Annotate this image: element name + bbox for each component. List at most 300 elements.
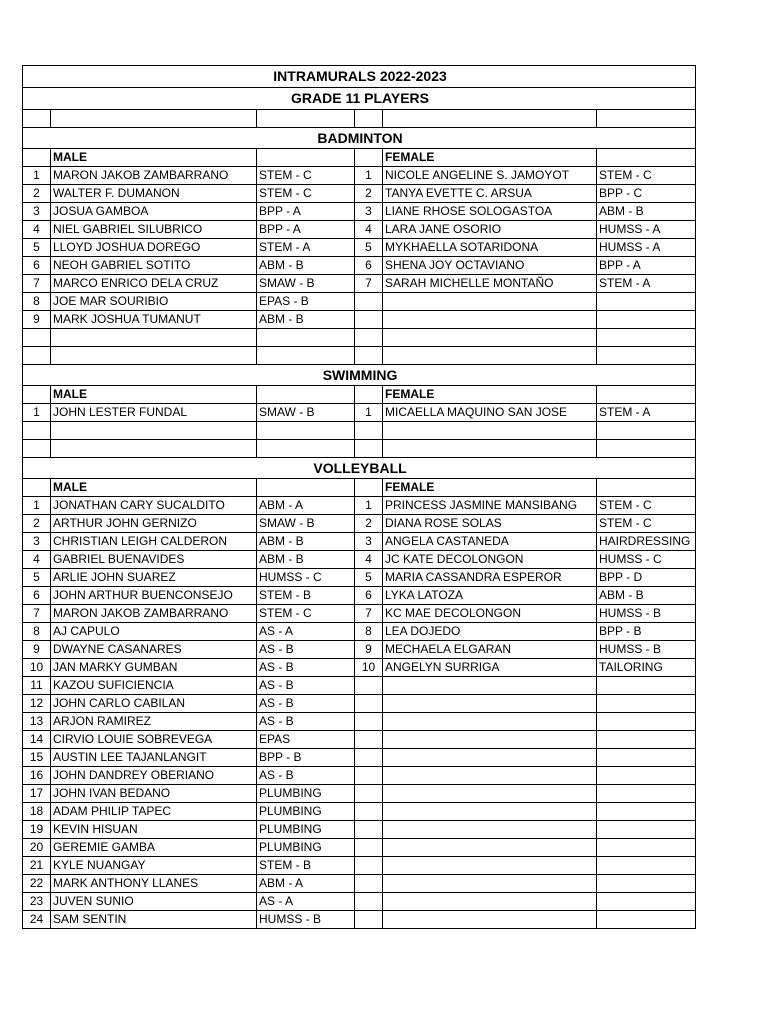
female-player-strand: HUMSS - B bbox=[597, 641, 696, 659]
male-player-strand: AS - A bbox=[257, 623, 355, 641]
male-player-strand: ABM - A bbox=[257, 875, 355, 893]
female-number: 5 bbox=[355, 569, 383, 587]
male-player-name: JUVEN SUNIO bbox=[51, 893, 257, 911]
female-player-name: TANYA EVETTE C. ARSUA bbox=[383, 185, 597, 203]
male-player-strand: STEM - A bbox=[257, 239, 355, 257]
female-number: 6 bbox=[355, 587, 383, 605]
male-player-strand: HUMSS - B bbox=[257, 911, 355, 929]
player-row bbox=[23, 404, 696, 422]
male-player-strand: STEM - B bbox=[257, 587, 355, 605]
female-player-name bbox=[383, 293, 597, 311]
male-player-strand: BPP - A bbox=[257, 203, 355, 221]
male-player-name: MARK ANTHONY LLANES bbox=[51, 875, 257, 893]
blank-cell bbox=[355, 440, 383, 458]
section-title: SWIMMING bbox=[23, 365, 696, 386]
male-player-name: AUSTIN LEE TAJANLANGIT bbox=[51, 749, 257, 767]
male-player-strand: PLUMBING bbox=[257, 839, 355, 857]
female-player-strand: STEM - C bbox=[597, 515, 696, 533]
male-player-name: ADAM PHILIP TAPEC bbox=[51, 803, 257, 821]
female-player-name: KC MAE DECOLONGON bbox=[383, 605, 597, 623]
female-player-strand bbox=[597, 857, 696, 875]
blank-cell bbox=[355, 479, 383, 497]
male-player-strand: HUMSS - C bbox=[257, 569, 355, 587]
female-player-strand: BPP - B bbox=[597, 623, 696, 641]
male-player-name: AJ CAPULO bbox=[51, 623, 257, 641]
blank-cell bbox=[383, 347, 597, 365]
male-number: 24 bbox=[23, 911, 51, 929]
female-player-strand bbox=[597, 767, 696, 785]
female-number bbox=[355, 695, 383, 713]
male-player-strand: PLUMBING bbox=[257, 821, 355, 839]
male-number: 5 bbox=[23, 239, 51, 257]
blank-cell bbox=[355, 422, 383, 440]
blank-cell bbox=[257, 347, 355, 365]
player-row bbox=[23, 569, 696, 587]
female-player-strand: STEM - A bbox=[597, 275, 696, 293]
player-row bbox=[23, 893, 696, 911]
male-player-name: KEVIN HISUAN bbox=[51, 821, 257, 839]
section-title: VOLLEYBALL bbox=[23, 458, 696, 479]
female-player-strand: STEM - C bbox=[597, 167, 696, 185]
blank-cell bbox=[257, 422, 355, 440]
blank-cell bbox=[23, 329, 51, 347]
female-player-strand: BPP - C bbox=[597, 185, 696, 203]
player-row bbox=[23, 605, 696, 623]
male-player-strand: STEM - B bbox=[257, 857, 355, 875]
player-row bbox=[23, 311, 696, 329]
player-row bbox=[23, 839, 696, 857]
female-player-strand: STEM - A bbox=[597, 404, 696, 422]
female-player-name bbox=[383, 857, 597, 875]
female-player-strand bbox=[597, 749, 696, 767]
female-player-name bbox=[383, 785, 597, 803]
male-player-name: ARJON RAMIREZ bbox=[51, 713, 257, 731]
male-player-name: JOHN ARTHUR BUENCONSEJO bbox=[51, 587, 257, 605]
male-number: 9 bbox=[23, 641, 51, 659]
male-header: MALE bbox=[51, 386, 257, 404]
female-player-name: SHENA JOY OCTAVIANO bbox=[383, 257, 597, 275]
female-player-strand: HUMSS - C bbox=[597, 551, 696, 569]
male-player-name: JOHN LESTER FUNDAL bbox=[51, 404, 257, 422]
blank-cell bbox=[355, 347, 383, 365]
male-player-strand: STEM - C bbox=[257, 185, 355, 203]
female-player-name: MARIA CASSANDRA ESPEROR bbox=[383, 569, 597, 587]
male-player-name: JOHN DANDREY OBERIANO bbox=[51, 767, 257, 785]
subtitle-row bbox=[23, 88, 696, 110]
sheet-subtitle: GRADE 11 PLAYERS bbox=[23, 88, 696, 110]
female-player-strand: BPP - D bbox=[597, 569, 696, 587]
player-row bbox=[23, 293, 696, 311]
player-row bbox=[23, 695, 696, 713]
male-player-strand: ABM - B bbox=[257, 551, 355, 569]
male-number: 8 bbox=[23, 293, 51, 311]
male-player-strand: EPAS bbox=[257, 731, 355, 749]
female-number: 4 bbox=[355, 551, 383, 569]
male-number: 1 bbox=[23, 404, 51, 422]
blank-cell bbox=[23, 386, 51, 404]
player-row bbox=[23, 749, 696, 767]
female-player-name bbox=[383, 677, 597, 695]
male-player-strand: SMAW - B bbox=[257, 404, 355, 422]
male-number: 6 bbox=[23, 257, 51, 275]
player-row bbox=[23, 821, 696, 839]
male-player-strand: PLUMBING bbox=[257, 803, 355, 821]
female-player-strand bbox=[597, 785, 696, 803]
male-player-name: NEOH GABRIEL SOTITO bbox=[51, 257, 257, 275]
female-player-name: PRINCESS JASMINE MANSIBANG bbox=[383, 497, 597, 515]
male-number: 4 bbox=[23, 221, 51, 239]
player-row bbox=[23, 515, 696, 533]
female-player-strand bbox=[597, 695, 696, 713]
male-number: 6 bbox=[23, 587, 51, 605]
female-number: 1 bbox=[355, 404, 383, 422]
male-number: 1 bbox=[23, 167, 51, 185]
male-number: 20 bbox=[23, 839, 51, 857]
female-number: 8 bbox=[355, 623, 383, 641]
female-player-name bbox=[383, 803, 597, 821]
female-number bbox=[355, 875, 383, 893]
female-number: 2 bbox=[355, 515, 383, 533]
male-player-name: SAM SENTIN bbox=[51, 911, 257, 929]
female-player-strand: STEM - C bbox=[597, 497, 696, 515]
female-number bbox=[355, 893, 383, 911]
male-player-strand: BPP - B bbox=[257, 749, 355, 767]
player-row bbox=[23, 497, 696, 515]
male-player-strand: AS - B bbox=[257, 767, 355, 785]
male-player-strand: SMAW - B bbox=[257, 275, 355, 293]
player-row bbox=[23, 239, 696, 257]
male-header: MALE bbox=[51, 479, 257, 497]
player-row bbox=[23, 677, 696, 695]
section-heading-row bbox=[23, 458, 696, 479]
male-player-name: MARK JOSHUA TUMANUT bbox=[51, 311, 257, 329]
male-player-name: LLOYD JOSHUA DOREGO bbox=[51, 239, 257, 257]
female-player-strand bbox=[597, 803, 696, 821]
female-player-strand bbox=[597, 839, 696, 857]
male-player-name: JOHN CARLO CABILAN bbox=[51, 695, 257, 713]
player-row bbox=[23, 803, 696, 821]
player-row bbox=[23, 275, 696, 293]
male-number: 4 bbox=[23, 551, 51, 569]
female-player-strand: HUMSS - A bbox=[597, 221, 696, 239]
male-player-name: JOSUA GAMBOA bbox=[51, 203, 257, 221]
female-player-name: DIANA ROSE SOLAS bbox=[383, 515, 597, 533]
female-player-strand: HAIRDRESSING bbox=[597, 533, 696, 551]
male-number: 13 bbox=[23, 713, 51, 731]
female-player-name: LEA DOJEDO bbox=[383, 623, 597, 641]
male-number: 16 bbox=[23, 767, 51, 785]
female-player-strand bbox=[597, 893, 696, 911]
female-number bbox=[355, 785, 383, 803]
section-heading-row bbox=[23, 365, 696, 386]
female-number: 6 bbox=[355, 257, 383, 275]
sheet-title: INTRAMURALS 2022-2023 bbox=[23, 66, 696, 88]
blank-cell bbox=[355, 386, 383, 404]
player-row bbox=[23, 767, 696, 785]
blank-cell bbox=[355, 149, 383, 167]
female-player-strand bbox=[597, 311, 696, 329]
female-number bbox=[355, 839, 383, 857]
female-player-strand: HUMSS - A bbox=[597, 239, 696, 257]
gender-header-row bbox=[23, 386, 696, 404]
section-title: BADMINTON bbox=[23, 128, 696, 149]
male-player-name: JONATHAN CARY SUCALDITO bbox=[51, 497, 257, 515]
female-player-name: MECHAELA ELGARAN bbox=[383, 641, 597, 659]
player-row bbox=[23, 857, 696, 875]
male-player-strand: AS - A bbox=[257, 893, 355, 911]
female-number bbox=[355, 749, 383, 767]
male-number: 5 bbox=[23, 569, 51, 587]
female-player-name bbox=[383, 911, 597, 929]
blank-cell bbox=[257, 149, 355, 167]
male-player-strand: ABM - B bbox=[257, 533, 355, 551]
female-number bbox=[355, 731, 383, 749]
player-row bbox=[23, 257, 696, 275]
male-number: 12 bbox=[23, 695, 51, 713]
male-number: 3 bbox=[23, 203, 51, 221]
male-player-name: MARON JAKOB ZAMBARRANO bbox=[51, 167, 257, 185]
female-number bbox=[355, 821, 383, 839]
male-number: 19 bbox=[23, 821, 51, 839]
male-number: 8 bbox=[23, 623, 51, 641]
blank-cell bbox=[383, 329, 597, 347]
male-player-name: CIRVIO LOUIE SOBREVEGA bbox=[51, 731, 257, 749]
player-row bbox=[23, 185, 696, 203]
male-player-name: NIEL GABRIEL SILUBRICO bbox=[51, 221, 257, 239]
player-row bbox=[23, 533, 696, 551]
female-player-name bbox=[383, 731, 597, 749]
blank-cell bbox=[23, 479, 51, 497]
section-heading-row bbox=[23, 128, 696, 149]
female-number: 1 bbox=[355, 167, 383, 185]
blank-cell bbox=[597, 479, 696, 497]
blank-cell bbox=[257, 479, 355, 497]
female-player-strand bbox=[597, 821, 696, 839]
blank-cell bbox=[23, 149, 51, 167]
male-player-name: ARTHUR JOHN GERNIZO bbox=[51, 515, 257, 533]
female-player-strand: BPP - A bbox=[597, 257, 696, 275]
blank-cell bbox=[257, 440, 355, 458]
male-player-strand: AS - B bbox=[257, 713, 355, 731]
male-player-name: KYLE NUANGAY bbox=[51, 857, 257, 875]
female-player-strand bbox=[597, 677, 696, 695]
blank-cell bbox=[383, 422, 597, 440]
blank-cell bbox=[597, 329, 696, 347]
player-row bbox=[23, 875, 696, 893]
female-number bbox=[355, 767, 383, 785]
female-number bbox=[355, 911, 383, 929]
female-player-strand: TAILORING bbox=[597, 659, 696, 677]
female-player-name bbox=[383, 821, 597, 839]
blank-row bbox=[23, 110, 696, 128]
male-player-name: CHRISTIAN LEIGH CALDERON bbox=[51, 533, 257, 551]
male-number: 7 bbox=[23, 275, 51, 293]
blank-row bbox=[23, 329, 696, 347]
female-player-strand bbox=[597, 875, 696, 893]
sheet-body bbox=[23, 66, 696, 929]
male-number: 11 bbox=[23, 677, 51, 695]
female-player-strand bbox=[597, 911, 696, 929]
female-player-name: LIANE RHOSE SOLOGASTOA bbox=[383, 203, 597, 221]
male-number: 1 bbox=[23, 497, 51, 515]
male-player-name: JAN MARKY GUMBAN bbox=[51, 659, 257, 677]
female-number: 10 bbox=[355, 659, 383, 677]
male-player-strand: ABM - B bbox=[257, 311, 355, 329]
female-header: FEMALE bbox=[383, 149, 597, 167]
blank-cell bbox=[51, 422, 257, 440]
female-number: 3 bbox=[355, 203, 383, 221]
blank-row bbox=[23, 347, 696, 365]
male-number: 2 bbox=[23, 515, 51, 533]
female-number: 7 bbox=[355, 605, 383, 623]
male-number: 22 bbox=[23, 875, 51, 893]
female-number: 4 bbox=[355, 221, 383, 239]
male-player-name: MARCO ENRICO DELA CRUZ bbox=[51, 275, 257, 293]
female-number bbox=[355, 677, 383, 695]
male-number: 10 bbox=[23, 659, 51, 677]
female-player-name: SARAH MICHELLE MONTAÑO bbox=[383, 275, 597, 293]
blank-cell bbox=[257, 329, 355, 347]
male-number: 23 bbox=[23, 893, 51, 911]
male-player-strand: EPAS - B bbox=[257, 293, 355, 311]
female-number: 1 bbox=[355, 497, 383, 515]
female-player-strand bbox=[597, 713, 696, 731]
blank-cell bbox=[23, 422, 51, 440]
female-number bbox=[355, 311, 383, 329]
blank-row bbox=[23, 422, 696, 440]
male-player-name: JOHN IVAN BEDANO bbox=[51, 785, 257, 803]
male-player-strand: BPP - A bbox=[257, 221, 355, 239]
player-row bbox=[23, 659, 696, 677]
female-number: 9 bbox=[355, 641, 383, 659]
male-number: 3 bbox=[23, 533, 51, 551]
female-number: 5 bbox=[355, 239, 383, 257]
female-player-strand: ABM - B bbox=[597, 587, 696, 605]
male-number: 17 bbox=[23, 785, 51, 803]
gender-header-row bbox=[23, 479, 696, 497]
blank-cell bbox=[23, 440, 51, 458]
female-player-strand bbox=[597, 731, 696, 749]
female-player-name: NICOLE ANGELINE S. JAMOYOT bbox=[383, 167, 597, 185]
blank-cell bbox=[51, 329, 257, 347]
male-player-strand: AS - B bbox=[257, 677, 355, 695]
male-player-strand: PLUMBING bbox=[257, 785, 355, 803]
male-number: 15 bbox=[23, 749, 51, 767]
male-player-name: KAZOU SUFICIENCIA bbox=[51, 677, 257, 695]
male-player-name: JOE MAR SOURIBIO bbox=[51, 293, 257, 311]
blank-cell bbox=[355, 329, 383, 347]
female-player-name: MYKHAELLA SOTARIDONA bbox=[383, 239, 597, 257]
female-player-name bbox=[383, 767, 597, 785]
blank-cell bbox=[597, 149, 696, 167]
male-number: 18 bbox=[23, 803, 51, 821]
male-number: 9 bbox=[23, 311, 51, 329]
male-player-strand: STEM - C bbox=[257, 167, 355, 185]
player-row bbox=[23, 731, 696, 749]
player-row bbox=[23, 203, 696, 221]
female-number bbox=[355, 713, 383, 731]
male-number: 2 bbox=[23, 185, 51, 203]
player-row bbox=[23, 785, 696, 803]
blank-cell bbox=[597, 440, 696, 458]
male-player-strand: STEM - C bbox=[257, 605, 355, 623]
female-player-name: ANGELA CASTANEDA bbox=[383, 533, 597, 551]
blank-cell bbox=[597, 386, 696, 404]
players-sheet bbox=[22, 65, 696, 929]
male-player-strand: AS - B bbox=[257, 641, 355, 659]
male-player-strand: ABM - A bbox=[257, 497, 355, 515]
male-player-name: GABRIEL BUENAVIDES bbox=[51, 551, 257, 569]
female-player-name: MICAELLA MAQUINO SAN JOSE bbox=[383, 404, 597, 422]
male-number: 14 bbox=[23, 731, 51, 749]
female-number bbox=[355, 857, 383, 875]
player-row bbox=[23, 641, 696, 659]
player-row bbox=[23, 167, 696, 185]
female-player-name bbox=[383, 875, 597, 893]
male-player-strand: AS - B bbox=[257, 659, 355, 677]
female-player-name bbox=[383, 749, 597, 767]
female-player-name bbox=[383, 839, 597, 857]
title-row bbox=[23, 66, 696, 88]
player-row bbox=[23, 221, 696, 239]
blank-cell bbox=[597, 347, 696, 365]
female-player-name bbox=[383, 311, 597, 329]
female-player-name: LARA JANE OSORIO bbox=[383, 221, 597, 239]
female-player-name bbox=[383, 713, 597, 731]
female-player-name: JC KATE DECOLONGON bbox=[383, 551, 597, 569]
male-player-name: DWAYNE CASANARES bbox=[51, 641, 257, 659]
blank-cell bbox=[51, 440, 257, 458]
female-player-strand: ABM - B bbox=[597, 203, 696, 221]
blank-cell bbox=[597, 422, 696, 440]
female-header: FEMALE bbox=[383, 386, 597, 404]
player-row bbox=[23, 713, 696, 731]
female-number bbox=[355, 803, 383, 821]
female-player-name bbox=[383, 695, 597, 713]
player-row bbox=[23, 623, 696, 641]
female-player-name: ANGELYN SURRIGA bbox=[383, 659, 597, 677]
blank-cell bbox=[383, 440, 597, 458]
blank-cell bbox=[51, 347, 257, 365]
female-player-strand: HUMSS - B bbox=[597, 605, 696, 623]
blank-cell bbox=[257, 386, 355, 404]
female-player-strand bbox=[597, 293, 696, 311]
male-player-strand: AS - B bbox=[257, 695, 355, 713]
male-player-name: WALTER F. DUMANON bbox=[51, 185, 257, 203]
gender-header-row bbox=[23, 149, 696, 167]
player-row bbox=[23, 551, 696, 569]
female-player-name bbox=[383, 893, 597, 911]
female-header: FEMALE bbox=[383, 479, 597, 497]
male-player-strand: SMAW - B bbox=[257, 515, 355, 533]
male-player-strand: ABM - B bbox=[257, 257, 355, 275]
male-player-name: GEREMIE GAMBA bbox=[51, 839, 257, 857]
male-player-name: MARON JAKOB ZAMBARRANO bbox=[51, 605, 257, 623]
male-number: 7 bbox=[23, 605, 51, 623]
male-player-name: ARLIE JOHN SUAREZ bbox=[51, 569, 257, 587]
female-number: 2 bbox=[355, 185, 383, 203]
male-header: MALE bbox=[51, 149, 257, 167]
female-number: 7 bbox=[355, 275, 383, 293]
male-number: 21 bbox=[23, 857, 51, 875]
blank-cell bbox=[23, 347, 51, 365]
blank-row bbox=[23, 440, 696, 458]
player-row bbox=[23, 587, 696, 605]
player-row bbox=[23, 911, 696, 929]
female-number bbox=[355, 293, 383, 311]
female-player-name: LYKA LATOZA bbox=[383, 587, 597, 605]
female-number: 3 bbox=[355, 533, 383, 551]
